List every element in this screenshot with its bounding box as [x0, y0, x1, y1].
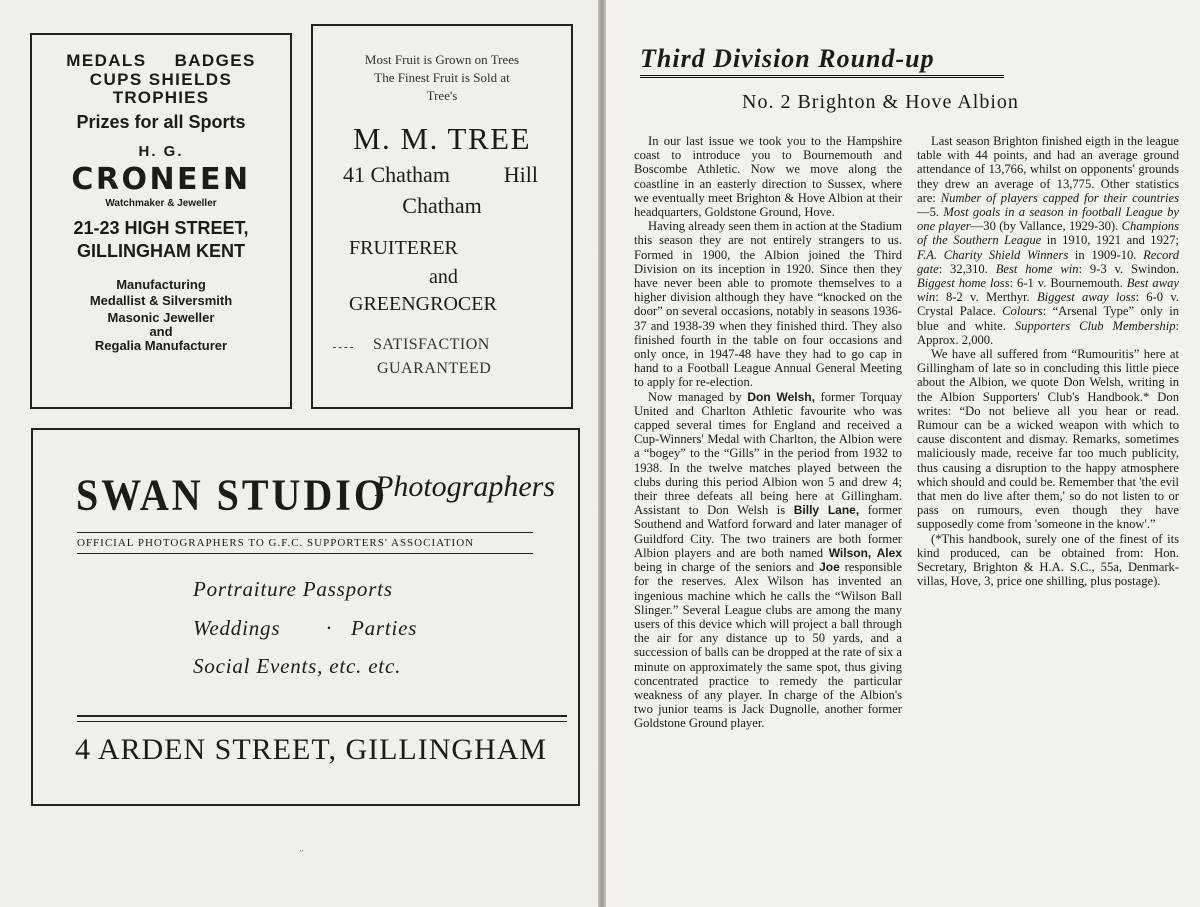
stat-label: Colours — [1002, 304, 1043, 319]
text-run: : 32,310. — [938, 261, 996, 276]
stat-label: F.A. Charity Shield Winners — [917, 247, 1069, 262]
tree-tagline: The Finest Fruit is Sold at — [374, 70, 510, 85]
swan-service: Portraiture Passports — [193, 577, 393, 601]
swan-service-dot: · — [326, 616, 333, 640]
name-highlight: Don Welsh, — [747, 389, 815, 404]
dash-divider — [333, 347, 353, 349]
name-highlight: Joe — [819, 560, 840, 575]
text-run: —5. — [917, 205, 944, 220]
article-paragraph: In our last issue we took you to the Hampshire coast to introduce you to Bournemouth and Boscombe Athletic. Now we move along the coastline in an easterly direction to Sussex, where we eventually meet Brighton & Hove Albion at their headquarters, Goldstone Ground, Hove. — [634, 134, 902, 220]
croneen-name: CRONEEN — [71, 162, 251, 198]
text-run: : “Arsenal Type” only in blue and white. — [917, 304, 1179, 333]
book-gutter — [598, 0, 606, 907]
stat-label: Best away win — [917, 276, 1179, 305]
text-run: Now managed by — [648, 389, 748, 404]
swan-studio-name: SWAN STUDIO — [76, 469, 388, 520]
croneen-line: Prizes for all Sports — [76, 112, 246, 133]
swan-studio-script: Photographers — [375, 470, 555, 503]
divider — [77, 721, 567, 722]
text-run: former Southend and Watford forward and later manager of Guildford City. The two trainers are both former Albion players and are both named — [634, 503, 902, 560]
croneen-advert — [30, 33, 292, 409]
tree-address: 41 Chatham — [343, 162, 450, 187]
text-run: —30 (by Vallance, 1929-30). — [970, 219, 1122, 234]
tree-slogan: SATISFACTION — [373, 336, 490, 353]
divider — [77, 715, 567, 717]
text-run: in 1910, 1921 and 1927; — [1041, 233, 1179, 248]
text-run: Last season Brighton finished eigth in the league table with 44 points, and had an average ground attendance of 13,766, whilst on opponents' grounds they drew an average of 13,775. Other statistics are: — [917, 134, 1179, 205]
swan-studio-advert — [31, 428, 580, 806]
article-paragraph — [634, 390, 902, 731]
article-title: Third Division Round-up — [640, 44, 935, 73]
croneen-line: Medallist & Silversmith — [89, 293, 233, 309]
croneen-line: MEDALS BADGES — [66, 51, 256, 70]
text-run: being in charge of the seniors and — [634, 560, 820, 575]
article-column-right — [917, 134, 1179, 589]
stat-label: Champions of the Southern League — [917, 219, 1179, 248]
tree-town: Chatham — [402, 193, 482, 218]
stat-label: Most goals in a season in football League by one player — [917, 205, 1179, 234]
croneen-line: Regalia Manufacturer — [94, 338, 228, 354]
tree-tagline: Most Fruit is Grown on Trees — [364, 52, 520, 67]
text-run: : 6-0 v. Crystal Palace. — [917, 290, 1179, 319]
divider — [77, 553, 533, 554]
name-highlight: Billy Lane, — [793, 503, 860, 518]
text-run: in 1909-10. — [1068, 247, 1144, 262]
croneen-line: Manufacturing — [116, 276, 206, 292]
tree-trade: and — [429, 266, 458, 288]
title-underline — [640, 75, 1004, 78]
tree-tagline: Tree's — [426, 88, 458, 103]
stat-label: Biggest home loss — [917, 276, 1010, 291]
fold-mark: ᵕ — [300, 846, 303, 857]
croneen-line: and — [149, 323, 173, 339]
tree-slogan: GUARANTEED — [377, 360, 492, 377]
text-run: : 8-2 v. Merthyr. — [935, 290, 1037, 305]
stat-label: Record gate — [917, 247, 1179, 276]
article-title-banner — [640, 44, 1004, 78]
divider — [77, 532, 533, 533]
stat-label: Supporters Club Membership — [1014, 318, 1176, 333]
tree-name: M. M. TREE — [352, 121, 532, 156]
text-run: responsible for the reserves. Alex Wilson has invented an ingenious machine which he calls the “Wilson Ball Slinger.” Several League clubs are among the many users of this device which will project a ball through the air for any distance up to 50 yards, and a succession of balls can be dropped at the rate of six a minute on approximately the same spot, thus giving concentrated practice to remedy the particular weakness of any player. In charge of the Albion's two junior teams is Jack Dugnolle, another former Goldstone Ground player. — [634, 560, 902, 731]
swan-service: Weddings — [193, 616, 281, 640]
text-run: : Approx. 2,000. — [917, 318, 1179, 347]
text-run: : 9-3 v. Swindon. — [1078, 261, 1179, 276]
article-subtitle: No. 2 Brighton & Hove Albion — [742, 91, 1019, 113]
croneen-address: 21-23 HIGH STREET, — [73, 218, 249, 239]
croneen-initials: H. G. — [138, 142, 184, 160]
text-run: : 6-1 v. Bournemouth. — [1009, 276, 1127, 291]
article-footnote: (*This handbook, surely one of the finest of its kind produced, can be obtained from: Hon. Secretary, Brighton & H.A. S.C., 55a, Denmark-villas, Hove, 3, price one shilling, plus postage). — [917, 531, 1179, 589]
swan-official: OFFICIAL PHOTOGRAPHERS TO G.F.C. SUPPORTERS' ASSOCIATION — [77, 537, 475, 549]
croneen-line: CUPS SHIELDS — [89, 69, 233, 89]
swan-address: 4 ARDEN STREET, GILLINGHAM — [75, 733, 548, 766]
text-run: former Torquay United and Charlton Athletic favourite who was capped several times for England and received a Cup-Winners' Medal with Charlton, the Albion were a “bogey” to the “Gills” in the period from 1932 to 1938. In the twelve matches played between the clubs during this period Albion won 5 and drew 4; their three defeats all being here at Gillingham. Assistant to Don Welsh is — [634, 389, 902, 518]
croneen-town: GILLINGHAM KENT — [77, 241, 245, 262]
article-paragraph: Having already seen them in action at the Stadium this season they are not entirely strangers to us. Formed in 1900, the Albion joined the Third Division on its inception in 1920. Since then they have never been able to promote themselves to a higher division although they have “knocked on the door” on several occasions, notably in seasons 1936-37 and 1938-39 when they finished third. They also finished fourth in the table on four occasions and only once, in 1947-48 have they had to go cap in hand to a Football League Annual General Meeting to apply for re-election. — [634, 219, 902, 390]
tree-advert — [311, 24, 573, 409]
croneen-line: TROPHIES — [112, 88, 210, 108]
tree-trade: GREENGROCER — [349, 293, 497, 315]
tree-trade: FRUITERER — [349, 237, 458, 259]
swan-service: Social Events, etc. etc. — [193, 654, 402, 678]
stat-label: Number of players capped for their countries — [940, 190, 1179, 205]
article-column-left — [634, 134, 902, 731]
stat-label: Best home win — [995, 261, 1079, 276]
article-paragraph: We have all suffered from “Rumouritis” here at Gillingham of late so in concluding this little piece about the Albion, we quote Don Welsh, writing in the Albion Supporters' Club's Handbook.* Don writes: “Do not believe all you hear or read. Rumour can be a wicked weapon with which to cause discontent and dismay. Remarks, sometimes maliciously made, receive far too much publicity, thus causing a disruption to the happy atmosphere which should and could be. Remember that 'the evil that men do live after them,' so do not listen to or pass on rumours, even though they have supposedly come from 'someone in the know'.” — [917, 347, 1179, 532]
croneen-trade: Watchmaker & Jeweller — [105, 198, 217, 210]
article-paragraph — [917, 134, 1179, 347]
tree-address: Hill — [503, 162, 538, 187]
name-highlight: Wilson, Alex — [828, 545, 902, 560]
left-page — [0, 0, 598, 907]
stat-label: Biggest away loss — [1036, 290, 1136, 305]
swan-service: Parties — [351, 616, 418, 640]
croneen-line: Masonic Jeweller — [107, 309, 215, 325]
